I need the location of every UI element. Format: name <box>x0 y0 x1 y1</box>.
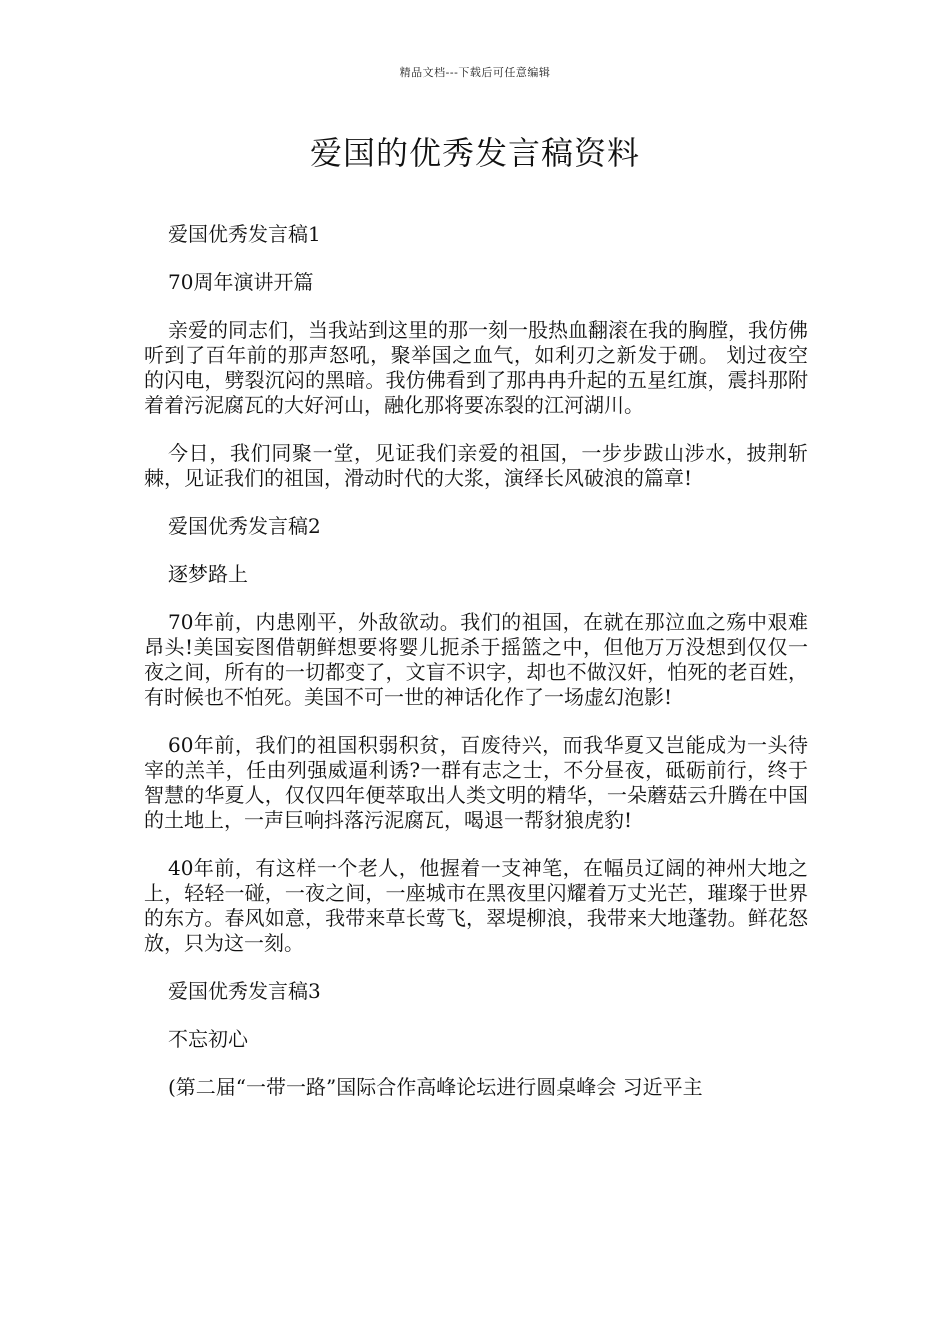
subtitle-2: 逐梦路上 <box>168 562 248 586</box>
paragraph: (第二届“一带一路”国际合作高峰论坛进行圆桌峰会 习近平主 <box>168 1075 703 1099</box>
subtitle-3: 不忘初心 <box>168 1027 248 1051</box>
document-body <box>144 222 808 1123</box>
paragraph: 今日，我们同聚一堂，见证我们亲爱的祖国，一步步跋山涉水，披荆斩棘，见证我们的祖国，滑动时代的大浆，演绎长风破浪的篇章! <box>144 441 808 490</box>
document-title: 爱国的优秀发言稿资料 <box>309 134 640 172</box>
section-heading-1: 爱国优秀发言稿1 <box>168 222 321 246</box>
subtitle-1: 70周年演讲开篇 <box>168 270 314 294</box>
section-heading-3: 爱国优秀发言稿3 <box>168 979 321 1003</box>
paragraph: 40年前，有这样一个老人，他握着一支神笔，在幅员辽阔的神州大地之上，轻轻一碰，一夜之间，一座城市在黑夜里闪耀着万丈光芒，璀璨于世界的东方。春风如意，我带来草长莺飞，翠堤柳浪，我带来大地蓬勃。鲜花怒放，只为这一刻。 <box>144 856 808 955</box>
paragraph: 70年前，内患刚平，外敌欲动。我们的祖国，在就在那泣血之殇中艰难昂头!美国妄图借朝鲜想要将婴儿扼杀于摇篮之中，但他万万没想到仅仅一夜之间，所有的一切都变了，文盲不识字，却也不做汉奸，怕死的老百姓，有时候也不怕死。美国不可一世的神话化作了一场虚幻泡影! <box>144 610 808 709</box>
header-note: 精品文档---下载后可任意编辑 <box>399 66 551 79</box>
paragraph: 60年前，我们的祖国积弱积贫，百废待兴，而我华夏又岂能成为一头待宰的羔羊，任由列强威逼利诱?一群有志之士，不分昼夜，砥砺前行，终于智慧的华夏人，仅仅四年便萃取出人类文明的精华，一朵蘑菇云升腾在中国的土地上，一声巨响抖落污泥腐瓦，喝退一帮豺狼虎豹! <box>144 733 808 832</box>
section-heading-2: 爱国优秀发言稿2 <box>168 514 321 538</box>
paragraph: 亲爱的同志们，当我站到这里的那一刻一股热血翻滚在我的胸膛，我仿佛听到了百年前的那声怒吼，聚举国之血气，如利刃之新发于硎。 划过夜空的闪电，劈裂沉闷的黑暗。我仿佛看到了那冉冉升起的五星红旗，震抖那附着着污泥腐瓦的大好河山，融化那将要冻裂的江河湖川。 <box>144 318 808 417</box>
